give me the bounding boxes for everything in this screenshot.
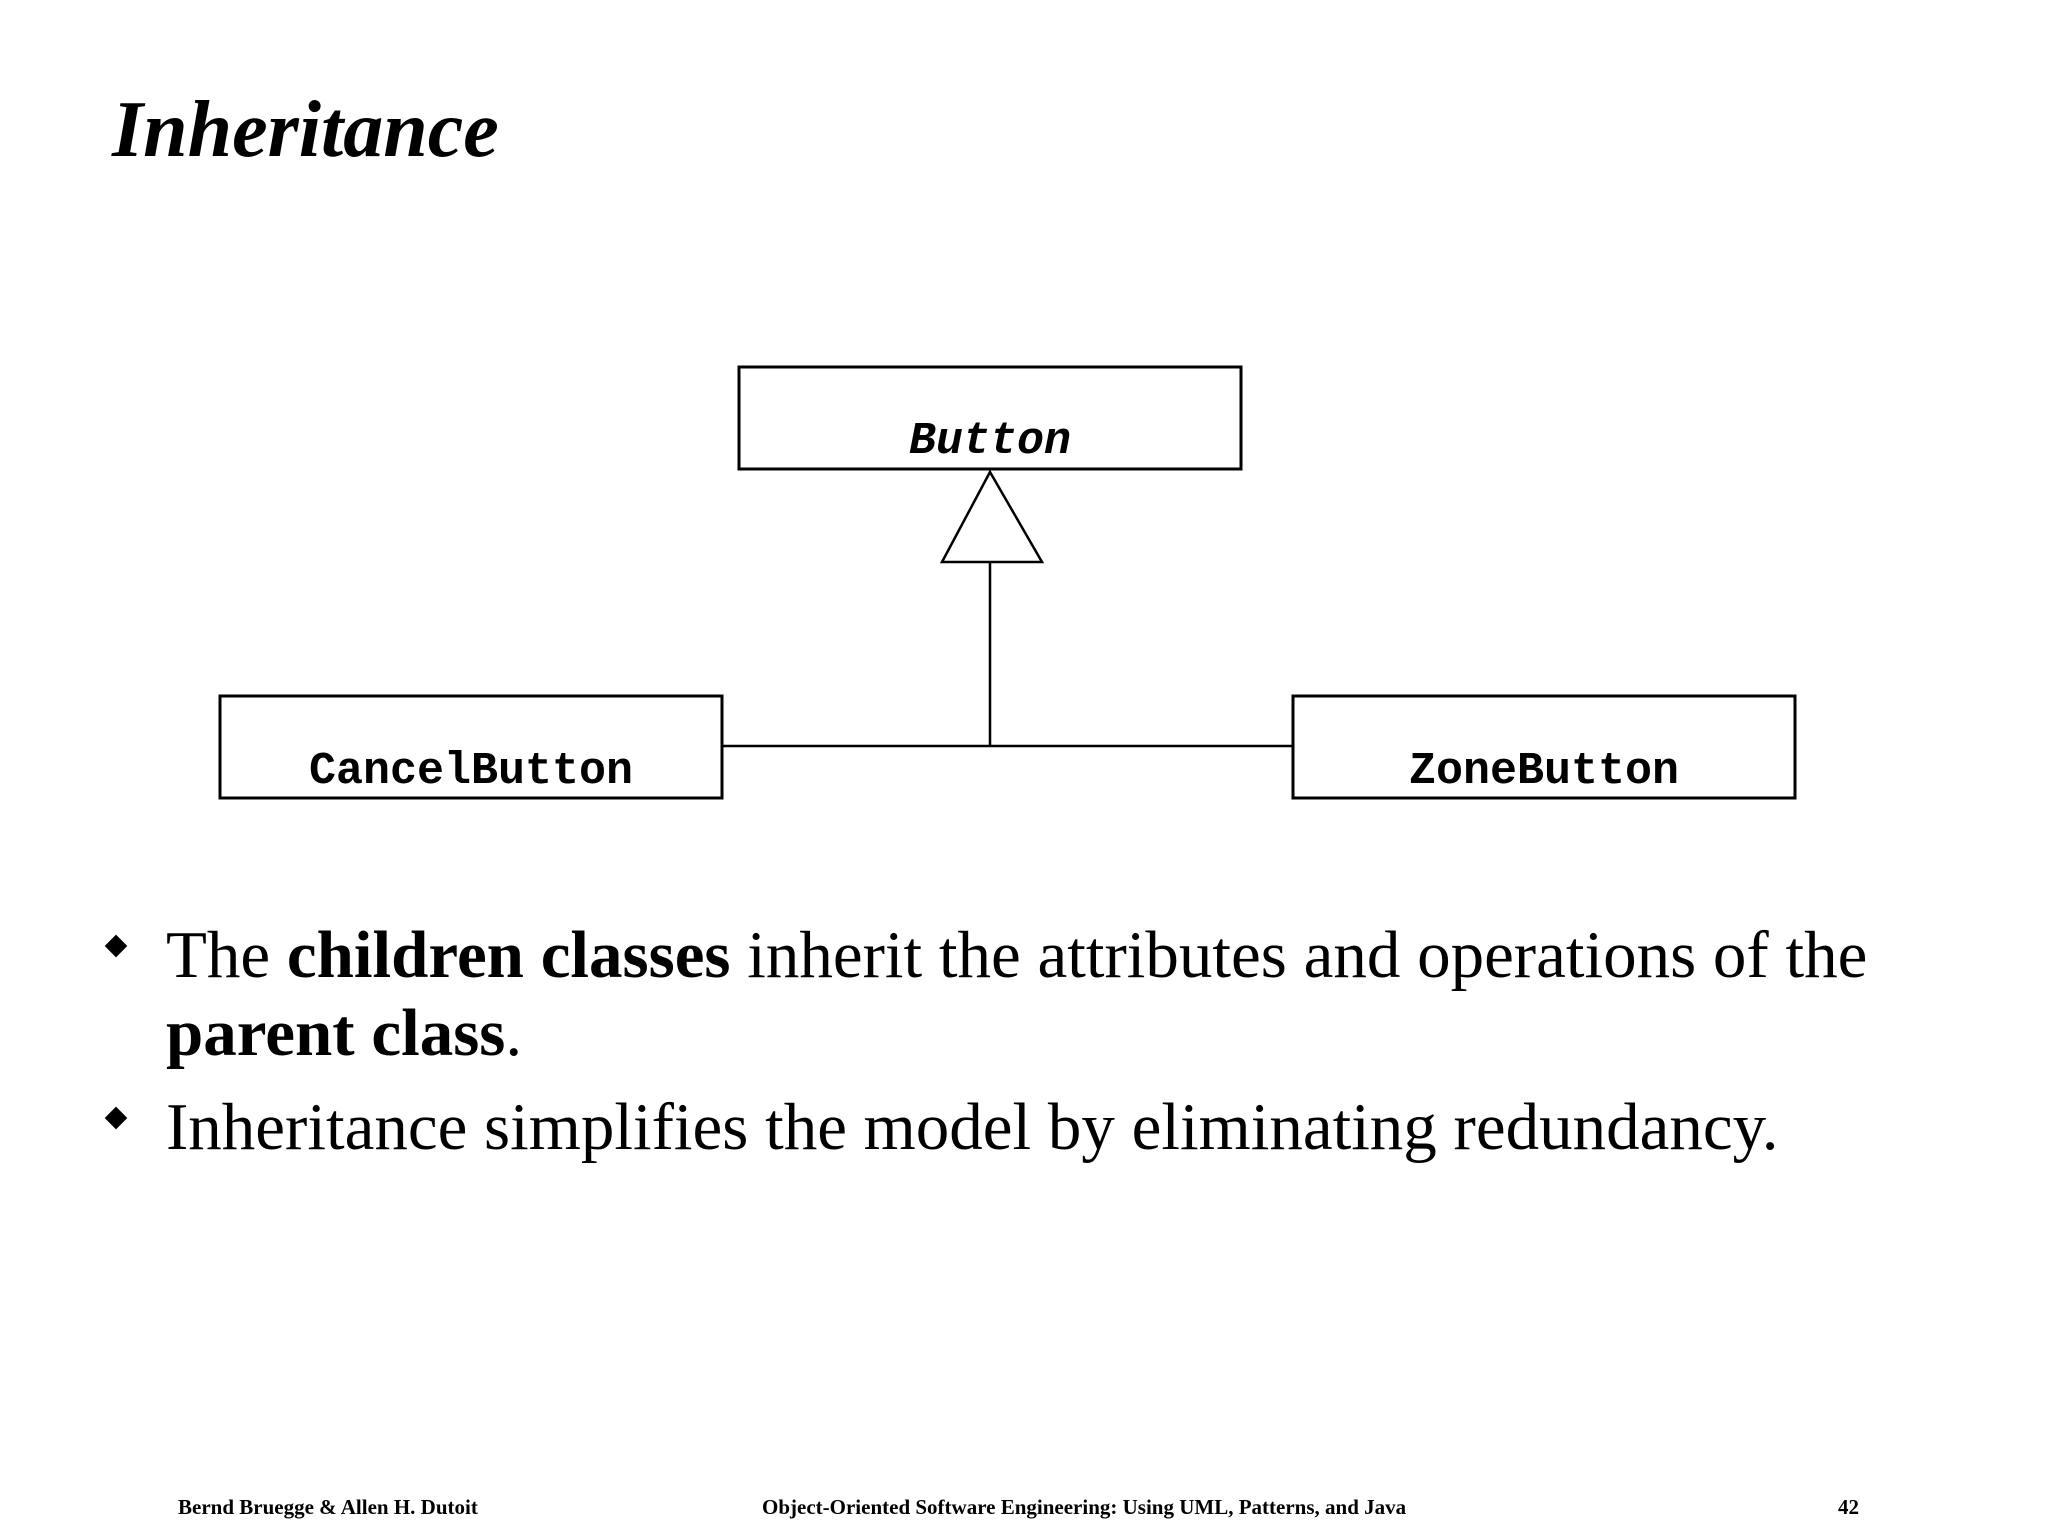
slide-title: Inheritance bbox=[112, 86, 499, 174]
class-name-parent: Button bbox=[908, 416, 1072, 467]
class-box-child-cancel bbox=[220, 696, 722, 798]
diamond-bullet-icon bbox=[105, 1107, 128, 1130]
class-box-parent bbox=[739, 367, 1241, 469]
class-box-child-zone bbox=[1293, 696, 1795, 798]
bullet-item bbox=[100, 1088, 1980, 1166]
bullet-text-part: . bbox=[505, 996, 523, 1070]
bullet-text bbox=[166, 918, 1867, 1070]
bullet-text-part: inherit the attributes and operations of the bbox=[730, 918, 1868, 992]
bullet-text-bold: parent class bbox=[166, 996, 506, 1070]
diamond-bullet-icon bbox=[105, 935, 128, 958]
class-name-child-zone: ZoneButton bbox=[1408, 746, 1680, 797]
bullet-list bbox=[100, 916, 1980, 1182]
bullet-item bbox=[100, 916, 1980, 1072]
bullet-text-part: The bbox=[166, 918, 287, 992]
bullet-text-bold: children classes bbox=[286, 918, 731, 992]
footer-authors: Bernd Bruegge & Allen H. Dutoit bbox=[178, 1495, 478, 1519]
generalization-arrowhead bbox=[942, 472, 1042, 562]
class-name-child-cancel: CancelButton bbox=[308, 746, 634, 797]
footer-page-number: 42 bbox=[1838, 1495, 1859, 1519]
footer-book-title: Object-Oriented Software Engineering: Using UML, Patterns, and Java bbox=[762, 1495, 1407, 1519]
bullet-text: Inheritance simplifies the model by eliminating redundancy. bbox=[166, 1090, 1779, 1164]
